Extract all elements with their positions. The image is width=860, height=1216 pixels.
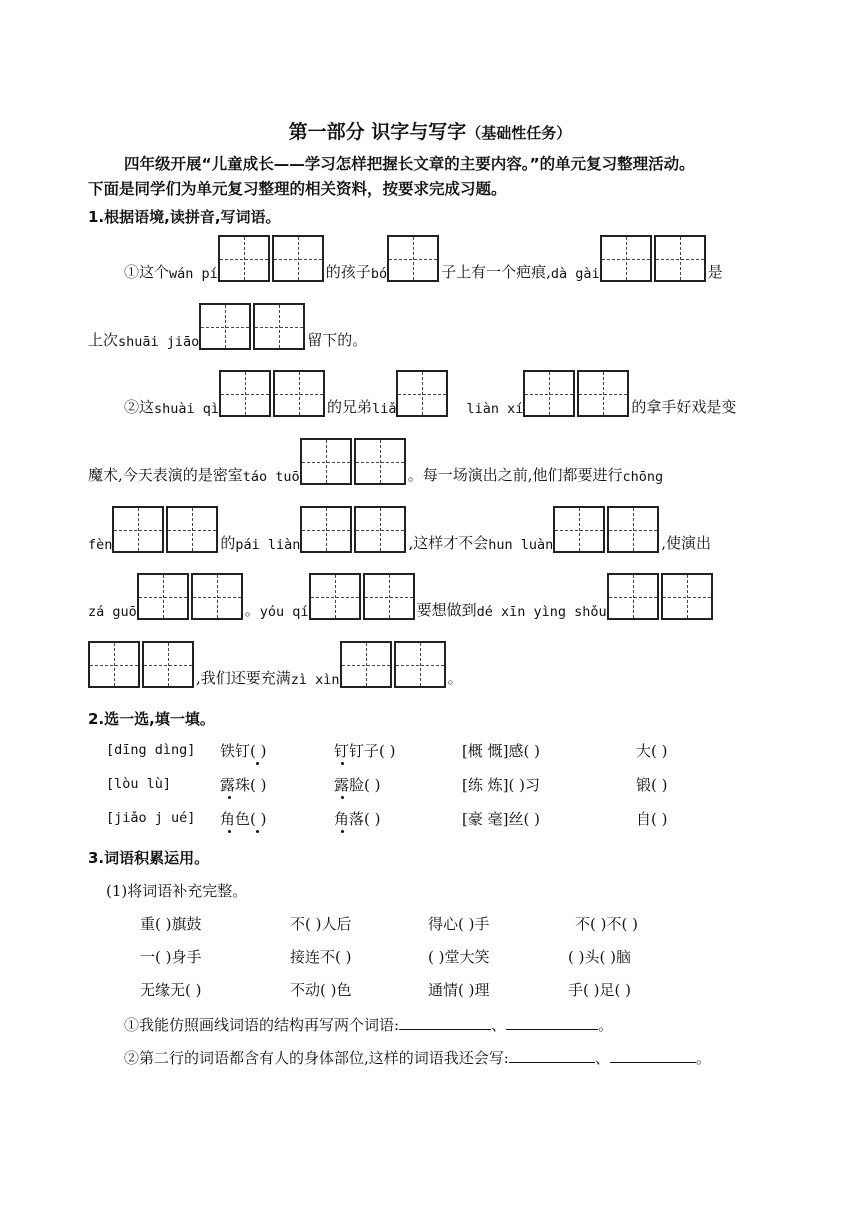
q2-row-1-word-3: 大( ) <box>636 742 668 760</box>
q2-row-2-word-2: 露脸( ) <box>334 776 381 794</box>
answer-boxes[interactable] <box>219 370 327 417</box>
pinyin: pái liàn <box>235 537 301 553</box>
q2-row-2-option: [练 炼]( )习 <box>462 776 540 794</box>
pinyin: zá guō <box>88 604 137 620</box>
answer-boxes[interactable] <box>309 573 417 620</box>
char-cell[interactable] <box>607 506 659 553</box>
pinyin: fèn <box>88 537 113 553</box>
answer-boxes[interactable] <box>199 303 307 350</box>
emphasis-dot <box>256 762 259 765</box>
char-cell[interactable] <box>199 303 251 350</box>
pinyin: liàn xí <box>466 401 524 417</box>
pinyin: liǎ <box>372 401 397 417</box>
char-cell[interactable] <box>354 438 406 485</box>
q3-heading: 3.词语积累运用。 <box>88 849 210 867</box>
answer-blank[interactable] <box>399 1014 491 1030</box>
char-cell[interactable] <box>600 235 652 282</box>
char-cell[interactable] <box>137 573 189 620</box>
answer-boxes[interactable] <box>387 235 441 282</box>
q1-row-7: ,我们还要充满 zì xìn 。 <box>88 641 463 688</box>
emphasis-dot <box>228 796 231 799</box>
q2-row-3-pinyin: [jiǎo j ué] <box>106 810 196 826</box>
answer-boxes[interactable] <box>523 370 631 417</box>
q1-row-4: 魔术,今天表演的是密室 táo tuō 。每一场演出之前,他们都要进行 chōng <box>88 438 663 485</box>
pinyin: hun luàn <box>488 537 554 553</box>
q2-row-2-pinyin: [lòu lù] <box>106 776 172 792</box>
char-cell[interactable] <box>553 506 605 553</box>
idiom: ( )堂大笑 <box>428 948 490 966</box>
char-cell[interactable] <box>354 506 406 553</box>
answer-boxes[interactable] <box>600 235 708 282</box>
emphasis-dot <box>256 830 259 833</box>
pinyin: yóu qí <box>259 604 309 620</box>
q3-subheading: (1)将词语补充完整。 <box>106 882 248 900</box>
pinyin: chōng <box>622 469 664 485</box>
pinyin: táo tuō <box>242 469 300 485</box>
pinyin: bó <box>370 266 388 282</box>
pinyin: shuāi jiāo <box>118 334 200 350</box>
q2-row-3-word-2: 角落( ) <box>334 810 381 828</box>
answer-boxes[interactable] <box>300 506 408 553</box>
q1-row-2: 上次 shuāi jiāo 留下的。 <box>88 303 367 350</box>
char-cell[interactable] <box>112 506 164 553</box>
q2-row-3-word-3: 自( ) <box>636 810 668 828</box>
char-cell[interactable] <box>654 235 706 282</box>
char-cell[interactable] <box>340 641 392 688</box>
q2-row-1-pinyin: [dīng dìng] <box>106 742 196 758</box>
answer-boxes[interactable] <box>340 641 448 688</box>
answer-boxes[interactable] <box>137 573 245 620</box>
answer-boxes[interactable] <box>553 506 661 553</box>
q3-task-1: ①我能仿照画线词语的结构再写两个词语: 、 。 <box>124 1016 614 1034</box>
q2-row-1-word-1: 铁钉( ) <box>220 742 267 760</box>
idiom: 一( )身手 <box>140 948 202 966</box>
pinyin: zì xìn <box>290 672 340 688</box>
char-cell[interactable] <box>394 641 446 688</box>
page-title <box>0 117 860 144</box>
char-cell[interactable] <box>607 573 659 620</box>
char-cell[interactable] <box>309 573 361 620</box>
char-cell[interactable] <box>661 573 713 620</box>
title-sub: （基础性任务） <box>466 124 572 142</box>
q1-row-6: zá guō 。 yóu qí 要想做到 dé xīn yìng shǒu <box>88 573 715 620</box>
emphasis-dot <box>341 796 344 799</box>
idiom: 手( )足( ) <box>568 981 631 999</box>
idiom: 不( )人后 <box>290 915 352 933</box>
idiom: 通情( )理 <box>428 981 490 999</box>
char-cell[interactable] <box>253 303 305 350</box>
char-cell[interactable] <box>300 506 352 553</box>
answer-blank[interactable] <box>506 1014 598 1030</box>
char-cell[interactable] <box>218 235 270 282</box>
intro-line-2: 下面是同学们为单元复习整理的相关资料，按要求完成习题。 <box>88 180 507 198</box>
answer-boxes[interactable] <box>112 506 220 553</box>
char-cell[interactable] <box>577 370 629 417</box>
idiom: 不动( )色 <box>290 981 352 999</box>
q2-row-1-option: [概 慨]感( ) <box>462 742 540 760</box>
char-cell[interactable] <box>142 641 194 688</box>
answer-blank[interactable] <box>610 1047 696 1063</box>
q2-row-3-option: [豪 毫]丝( ) <box>462 810 540 828</box>
char-cell[interactable] <box>88 641 140 688</box>
char-cell[interactable] <box>273 370 325 417</box>
q1-row-1: ①这个 wán pí 的孩子 bó 子上有一个疤痕, dà gài 是 <box>124 235 723 282</box>
char-cell[interactable] <box>166 506 218 553</box>
q2-heading: 2.选一选,填一填。 <box>88 710 215 728</box>
answer-boxes[interactable] <box>88 641 196 688</box>
idiom: 重( )旗鼓 <box>140 915 202 933</box>
idiom: 得心( )手 <box>428 915 490 933</box>
idiom: 接连不( ) <box>290 948 352 966</box>
pinyin: shuài qì <box>154 401 220 417</box>
idiom: 无缘无( ) <box>140 981 202 999</box>
pinyin: dà gài <box>550 266 600 282</box>
q2-row-2-word-3: 锻( ) <box>636 776 668 794</box>
pinyin: dé xīn yìng shǒu <box>476 604 607 620</box>
answer-boxes[interactable] <box>218 235 326 282</box>
q2-row-2-word-1: 露珠( ) <box>220 776 267 794</box>
q1-row-5: fèn 的 pái liàn ,这样才不会 hun luàn ,使演出 <box>88 506 711 553</box>
title-main: 第一部分 识字与写字 <box>288 121 467 143</box>
char-cell[interactable] <box>300 438 352 485</box>
char-cell[interactable] <box>363 573 415 620</box>
char-cell[interactable] <box>523 370 575 417</box>
char-cell[interactable] <box>219 370 271 417</box>
idiom: ( )头( )脑 <box>568 948 631 966</box>
answer-blank[interactable] <box>509 1047 595 1063</box>
pinyin: wán pí <box>169 266 218 282</box>
char-cell[interactable] <box>191 573 243 620</box>
emphasis-dot <box>341 762 344 765</box>
q1-heading: 1.根据语境,读拼音,写词语。 <box>88 208 281 226</box>
emphasis-dot <box>341 830 344 833</box>
q2-row-3-word-1: 角色( ) <box>220 810 267 828</box>
char-cell[interactable] <box>272 235 324 282</box>
q2-row-1-word-2: 钉钉子( ) <box>334 742 396 760</box>
emphasis-dot <box>228 830 231 833</box>
q3-task-2: ②第二行的词语都含有人的身体部位,这样的词语我还会写: 、 。 <box>124 1049 711 1067</box>
answer-boxes[interactable] <box>396 370 450 417</box>
intro-line-1: 四年级开展“儿童成长——学习怎样把握长文章的主要内容。”的单元复习整理活动。 <box>124 155 695 173</box>
answer-boxes[interactable] <box>607 573 715 620</box>
char-cell[interactable] <box>387 235 439 282</box>
idiom: 不( )不( ) <box>575 915 638 933</box>
q1-row-3: ②这 shuài qì 的兄弟 liǎ liàn xí 的拿手好戏是变 <box>124 370 736 417</box>
char-cell[interactable] <box>396 370 448 417</box>
answer-boxes[interactable] <box>300 438 408 485</box>
